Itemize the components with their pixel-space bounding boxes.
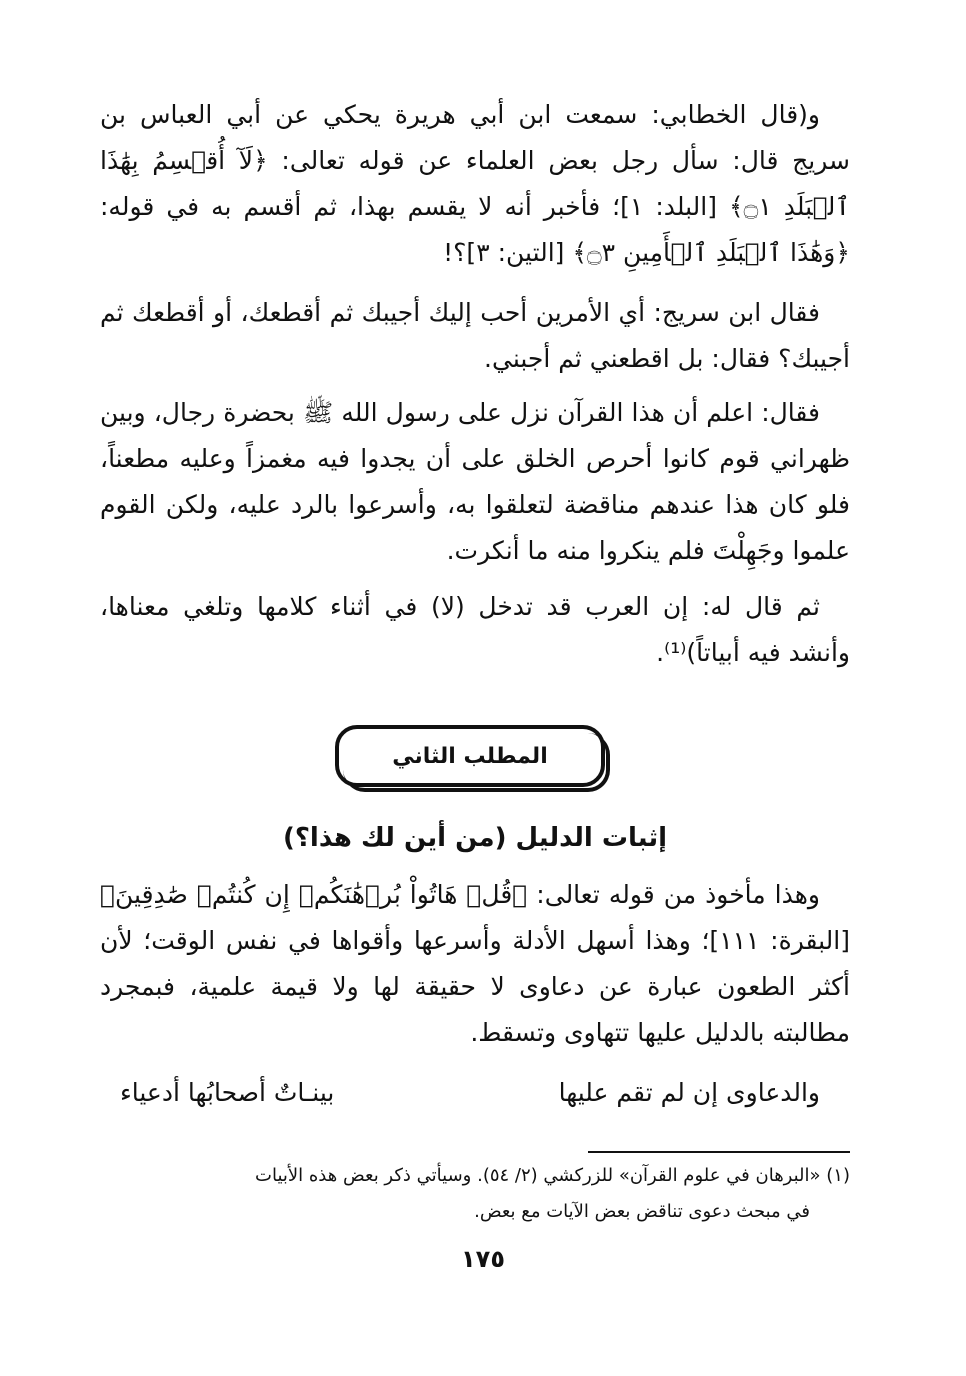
body-text-bottom bbox=[100, 872, 850, 1056]
body-text-reply bbox=[100, 290, 850, 382]
section-title: المطلب الثاني bbox=[392, 743, 548, 769]
verse-second-half: بينـاتٌ أصحابُها أدعياء bbox=[120, 1078, 335, 1107]
footnote-line-2: في مبحث دعوى تناقض بعض الآيات مع بعض. bbox=[474, 1201, 810, 1222]
body-text-arabs bbox=[100, 584, 850, 676]
paragraph-explanation: فقال: اعلم أن هذا القرآن نزل على رسول الله ﷺ بحضرة رجال، وبين ظهراني قوم كانوا أحرص الخلق على أن يجدوا فيه مغمزاً وعليه مطعناً، فلو كان هذا عندهم مناقضة لتعلقوا به، وأسرعوا بالرد عليه، ولكن القوم علموا وجَهِلْتَ فلم ينكروا منه ما أنكرت. bbox=[100, 398, 850, 565]
page-number: ١٧٥ bbox=[461, 1245, 505, 1273]
verse-first-half: والدعاوى إن لم تقم عليها bbox=[558, 1078, 820, 1107]
footnote-divider bbox=[588, 1151, 850, 1153]
paragraph-ibn-surayj: فقال ابن سريج: أي الأمرين أحب إليك أجيبك ثم أقطعك، أو أقطعك ثم أجيبك؟ فقال: بل اقطعني ثم أجبني. bbox=[100, 298, 850, 373]
body-text-explanation bbox=[100, 390, 850, 574]
paragraph-arabs: ثم قال له: إن العرب قد تدخل (لا) في أثناء كلامها وتلغي معناها، وأنشد فيه أبياتاً)⁽¹⁾. bbox=[100, 592, 850, 667]
body-text-top bbox=[100, 92, 850, 276]
section-subtitle: إثبات الدليل (من أين لك هذا؟) bbox=[282, 823, 668, 853]
paragraph-evidence: وهذا مأخوذ من قوله تعالى: ﴿قُلۡ هَاتُواْ بُرۡهَٰنَكُمۡ إِن كُنتُمۡ صَٰدِقِينَ﴾ [البقرة: ١١١]؛ وهذا أسهل الأدلة وأسرعها وأقواها في نفس الوقت؛ لأن أكثر الطعون عبارة عن دعاوى لا حقيقة لها ولا قيمة علمية، فبمجرد مطالبته بالدليل عليها تتهاوى وتسقط. bbox=[100, 880, 850, 1047]
footnote bbox=[100, 1158, 850, 1230]
section-title-box bbox=[335, 725, 605, 787]
paragraph-khattabi: و(قال الخطابي: سمعت ابن أبي هريرة يحكي عن أبي العباس بن سريج قال: سأل رجل بعض العلماء عن قوله تعالى: ﴿لَآ أُقۡسِمُ بِهَٰذَا ٱلۡبَلَدِ ۝١﴾ [البلد: ١]؛ فأخبر أنه لا يقسم بهذا، ثم أقسم به في قوله: ﴿وَهَٰذَا ٱلۡبَلَدِ ٱلۡأَمِينِ ۝٣﴾ [التين: ٣]؟! bbox=[100, 100, 850, 267]
footnote-line-1: (١) «البرهان في علوم القرآن» للزركشي (٢/ ٥٤). وسيأتي ذكر بعض هذه الأبيات bbox=[255, 1165, 850, 1186]
